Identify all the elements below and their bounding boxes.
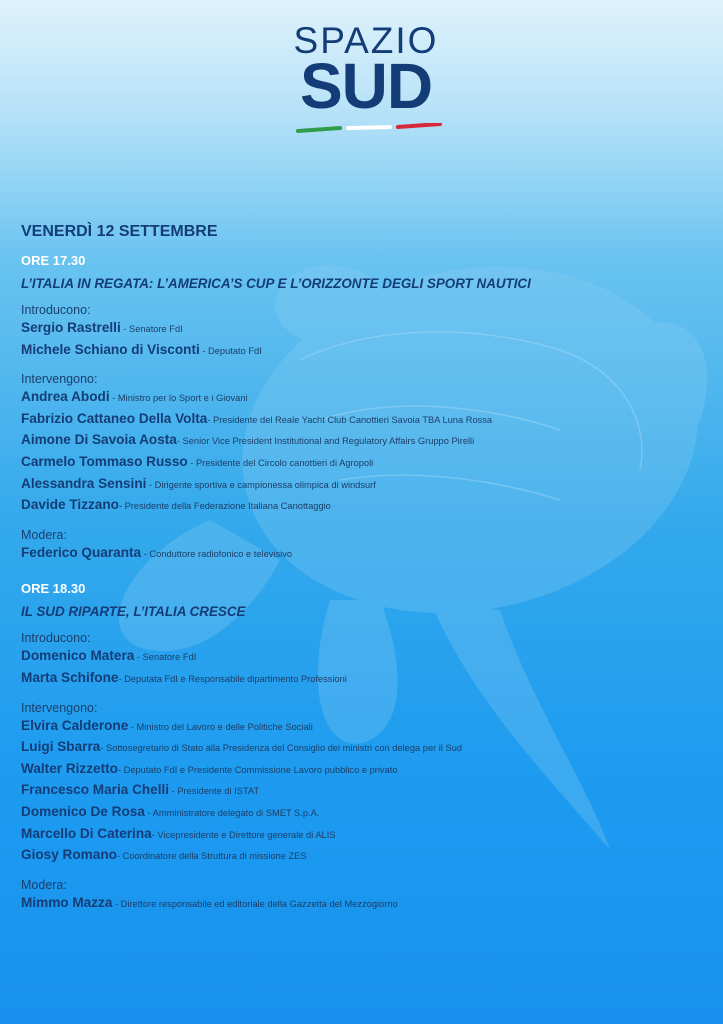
speaker-row <box>21 893 711 915</box>
speaker-role: - Presidente del Circolo canottieri di Agropoli <box>187 457 374 468</box>
modera-group <box>21 527 711 565</box>
speaker-role: - Senatore FdI <box>120 324 183 334</box>
speaker-row <box>21 474 711 496</box>
speaker-role: - Deputato FdI <box>199 345 262 356</box>
program <box>21 222 711 924</box>
group-label: Intervengono: <box>21 700 98 715</box>
intervengono-group <box>21 700 711 867</box>
white-stripe <box>348 127 390 128</box>
speaker-name: Francesco Maria Chelli <box>21 782 170 798</box>
group-label: Introducono: <box>21 303 91 317</box>
speaker-name: Giosy Romano <box>21 847 117 863</box>
speaker-name: Federico Quaranta <box>21 544 142 560</box>
speaker-role: - Conduttore radiofonico e televisivo <box>141 548 293 559</box>
session-title: L’ITALIA IN REGATA: L’AMERICA’S CUP E L’ORIZZONTE DEGLI SPORT NAUTICI <box>21 276 531 291</box>
speaker-row <box>21 318 711 340</box>
speaker-name: Walter Rizzetto <box>21 760 118 776</box>
speaker-name: Marcello Di Caterina <box>21 825 152 841</box>
speaker-row <box>21 759 711 781</box>
speaker-name: Domenico De Rosa <box>21 803 145 819</box>
speaker-row <box>21 452 711 474</box>
speaker-name: Mimmo Mazza <box>21 894 113 910</box>
speaker-role: - Deputata FdI e Responsabile dipartimento Professioni <box>118 673 347 684</box>
session-title: IL SUD RIPARTE, L’ITALIA CRESCE <box>21 604 246 620</box>
speaker-name: Fabrizio Cattaneo Della Volta <box>21 410 208 426</box>
speaker-row <box>21 802 711 824</box>
introducono-group <box>21 302 711 361</box>
session-2 <box>21 580 711 914</box>
speaker-role: - Direttore responsabile ed editoriale della Gazzetta del Mezzogiorno <box>112 898 398 909</box>
speaker-row <box>21 668 711 690</box>
session-time: ORE 18.30 <box>21 581 86 597</box>
speaker-row <box>21 824 711 846</box>
red-stripe <box>398 124 440 127</box>
speaker-name: Aimone Di Savoia Aosta <box>21 432 177 448</box>
speaker-row <box>21 716 711 738</box>
speaker-row <box>21 780 711 802</box>
speaker-name: Domenico Matera <box>21 648 135 664</box>
group-label: Modera: <box>21 877 67 892</box>
speaker-row <box>21 845 711 867</box>
speaker-role: - Ministro per lo Sport e i Giovani <box>109 393 248 404</box>
speaker-name: Davide Tizzano <box>21 497 119 513</box>
group-label: Intervengono: <box>21 372 98 387</box>
speaker-name: Alessandra Sensini <box>21 475 147 491</box>
session-1 <box>21 252 711 564</box>
logo-main-word: SUD <box>299 50 433 122</box>
speaker-role: - Vicepresidente e Direttore generale di ALIS <box>151 829 336 840</box>
speaker-name: Sergio Rastrelli <box>21 320 121 335</box>
speaker-role: - Dirigente sportiva e campionessa olimpica di windsurf <box>146 479 376 490</box>
speaker-name: Elvira Calderone <box>21 717 129 733</box>
speaker-name: Luigi Sbarra <box>21 739 101 755</box>
speaker-role: - Sottosegretario di Stato alla Presidenza del Consiglio dei ministri con delega per il Sud <box>100 743 463 754</box>
speaker-row <box>21 646 711 668</box>
speaker-role: - Presidente di ISTAT <box>169 786 260 797</box>
speaker-role: - Deputato FdI e Presidente Commissione Lavoro pubblico e privato <box>117 764 398 775</box>
logo-top-word: SPAZIO <box>293 20 439 61</box>
day-heading: VENERDÌ 12 SETTEMBRE <box>21 223 218 240</box>
spazio-sud-logo <box>286 20 446 140</box>
speaker-name: Carmelo Tommaso Russo <box>21 453 188 469</box>
tricolor-stripes <box>296 123 442 133</box>
speaker-row <box>21 409 711 431</box>
session-time: ORE 17.30 <box>21 253 86 268</box>
speaker-name: Michele Schiano di Visconti <box>21 341 200 357</box>
speaker-role: - Amministratore delegato di SMET S.p.A. <box>144 807 320 818</box>
speaker-row <box>21 543 711 565</box>
green-stripe <box>298 128 340 131</box>
group-label: Introducono: <box>21 631 91 646</box>
intervengono-group <box>21 371 711 517</box>
group-label: Modera: <box>21 527 67 542</box>
modera-group <box>21 877 711 915</box>
speaker-row <box>21 737 711 759</box>
speaker-row <box>21 495 711 517</box>
speaker-row <box>21 340 711 362</box>
introducono-group <box>21 630 711 689</box>
speaker-row <box>21 430 711 452</box>
speaker-role: - Ministro del Lavoro e delle Politiche Sociali <box>128 721 313 732</box>
speaker-role: - Presidente del Reale Yacht Club Canottieri Savoia TBA Luna Rossa <box>207 414 493 425</box>
speaker-name: Marta Schifone <box>21 669 119 685</box>
speaker-row <box>21 387 711 409</box>
speaker-role: - Coordinatore della Struttura di missione ZES <box>116 851 307 862</box>
speaker-role: - Senatore FdI <box>134 652 197 663</box>
speaker-role: - Senior Vice President Institutional and Regulatory Affairs Gruppo Pirelli <box>176 436 475 447</box>
speaker-name: Andrea Abodi <box>21 389 110 405</box>
speaker-role: - Presidente della Federazione Italiana Canottaggio <box>118 501 331 512</box>
